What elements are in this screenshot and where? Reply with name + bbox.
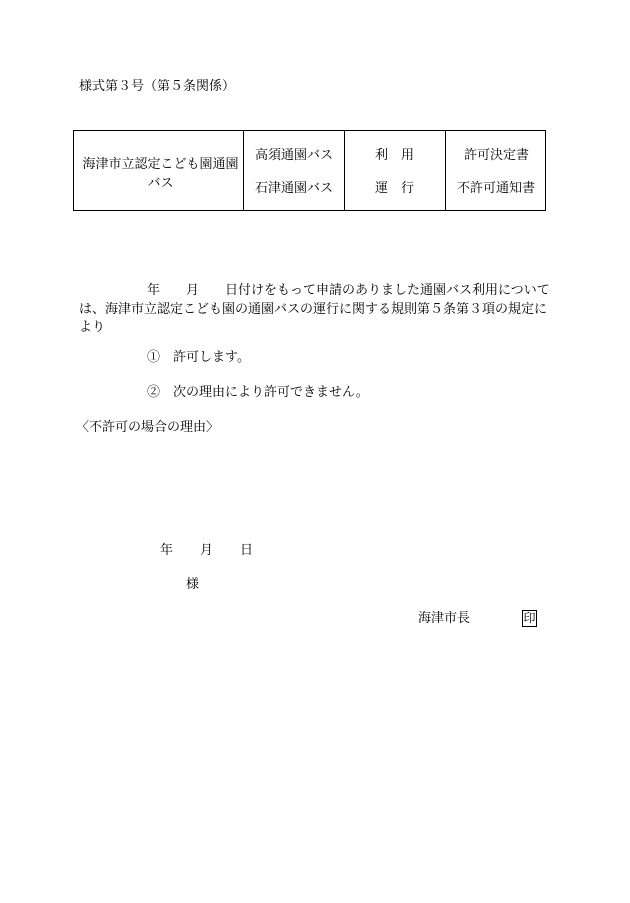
- table-column-divider: [243, 131, 244, 210]
- body-text: 日付けをもって申請のありました通園バス利用については、海津市立認定こども園の通園バスの運行に関する規則第５条第３項の規定により: [79, 283, 550, 335]
- issuer-name: 海津市長: [418, 611, 471, 626]
- body-paragraph: [79, 282, 551, 338]
- issue-date-day: 日: [240, 543, 254, 558]
- header-table: [73, 130, 546, 211]
- date-year-label: 年: [147, 283, 161, 298]
- issue-date-month: 月: [200, 543, 214, 558]
- reason-heading: 〈不許可の場合の理由〉: [76, 420, 220, 435]
- table-title-cell: 海津市立認定こども園通園バス: [82, 157, 239, 191]
- decision-approval: 許可決定書: [464, 148, 530, 163]
- decision-rejection: 不許可通知書: [457, 181, 536, 196]
- recipient-suffix: 様: [186, 577, 200, 592]
- issue-date-year: 年: [160, 543, 174, 558]
- date-month-label: 月: [186, 283, 200, 298]
- seal-mark: 印: [523, 611, 536, 625]
- form-number: 様式第３号（第５条関係）: [79, 79, 236, 94]
- option-reject: ② 次の理由により許可できません。: [147, 385, 369, 400]
- use-type-riyou: 利 用: [375, 148, 415, 163]
- use-type-unkou: 運 行: [375, 181, 415, 196]
- table-column-divider: [445, 131, 446, 210]
- option-approve: ① 許可します。: [147, 350, 250, 365]
- route-ishizu: 石津通園バス: [255, 181, 334, 196]
- table-column-divider: [344, 131, 345, 210]
- route-takasu: 高須通園バス: [255, 148, 334, 163]
